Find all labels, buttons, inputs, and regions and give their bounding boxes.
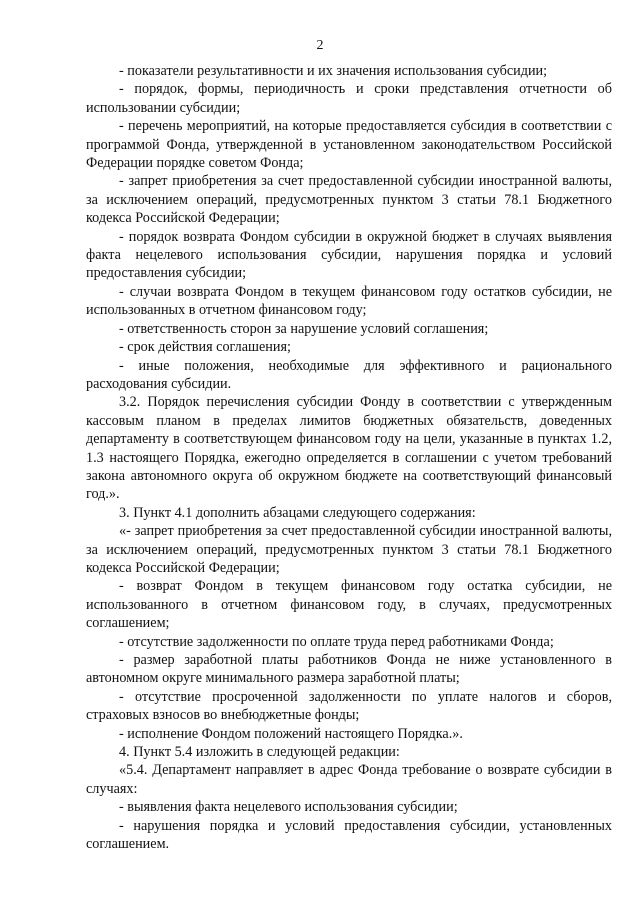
paragraph-currency-ban-4-1: «- запрет приобретения за счет предоставленной субсидии иностранной валюты, за исключением операций, предусмотренных пунктом 3 статьи 78.1 Бюджетного кодекса Российской Федерации; (86, 523, 612, 576)
paragraph-minimum-wage: - размер заработной платы работников Фонда не ниже установленного в автономном округе минимального размера заработной платы; (86, 652, 612, 687)
paragraph-return-procedure: - порядок возврата Фондом субсидии в окружной бюджет в случаях выявления факта нецелевого использования субсидии, нарушения порядка и условий предоставления субсидии; (86, 228, 612, 282)
paragraph-return-of-balance-4-1: - возврат Фондом в текущем финансовом году остатка субсидии, не использованного в отчетном финансовом году, в случаях, предусмотренных соглашением; (86, 578, 612, 632)
paragraph-amend-clause-5-4: 4. Пункт 5.4 изложить в следующей редакции: (119, 744, 400, 761)
paragraph-other-provisions: - иные положения, необходимые для эффективного и рационального расходования субсидии. (86, 357, 612, 392)
paragraph-reporting-procedure: - порядок, формы, периодичность и сроки представления отчетности об использовании субсидии; (86, 81, 612, 116)
paragraph-liability: - ответственность сторон за нарушение условий соглашения; (119, 320, 489, 337)
paragraph-agreement-term: - срок действия соглашения; (119, 339, 291, 356)
paragraph-no-tax-arrears: - отсутствие просроченной задолженности по уплате налогов и сборов, страховых взносов во внебюджетные фонды; (86, 688, 612, 724)
paragraph-conditions-violated: - нарушения порядка и условий предоставления субсидии, установленных соглашением. (86, 817, 612, 853)
paragraph-list-of-activities: - перечень мероприятий, на которые предоставляется субсидия в соответствии с программой Фонда, утвержденной в установленном законодательством Российской Федерации порядке советом Фонда; (86, 118, 612, 172)
paragraph-amend-clause-4-1: 3. Пункт 4.1 дополнить абзацами следующего содержания: (119, 504, 476, 521)
paragraph-return-of-balances: - случаи возврата Фондом в текущем финансовом году остатков субсидии, не использованных в отчетном финансовом году; (86, 283, 612, 319)
page-number: 2 (316, 38, 324, 53)
paragraph-3-2-transfer-procedure: 3.2. Порядок перечисления субсидии Фонду в соответствии с утвержденным кассовым планом в пределах лимитов бюджетных обязательств, доведенных департаменту в соответствующем финансовом году на цели, указанные в пунктах 1.2, 1.3 настоящего Порядка, ежегодно определяется в соглашении с учетом требований закона автономного округа об окружном бюджете на соответствующий финансовый год.». (86, 394, 612, 503)
paragraph-misuse-detected: - выявления факта нецелевого использования субсидии; (119, 799, 458, 816)
document-body (86, 62, 612, 853)
paragraph-no-wage-arrears: - отсутствие задолженности по оплате труда перед работниками Фонда; (119, 633, 554, 650)
paragraph-compliance: - исполнение Фондом положений настоящего Порядка.». (119, 725, 463, 742)
paragraph-performance-indicators: - показатели результативности и их значения использования субсидии; (119, 63, 548, 79)
paragraph-currency-purchase-ban: - запрет приобретения за счет предоставленной субсидии иностранной валюты, за исключением операций, предусмотренных пунктом 3 статьи 78.1 Бюджетного кодекса Российской Федерации; (86, 173, 612, 227)
paragraph-5-4-return-demand: «5.4. Департамент направляет в адрес Фонда требование о возврате субсидии в случаях: (86, 762, 612, 797)
